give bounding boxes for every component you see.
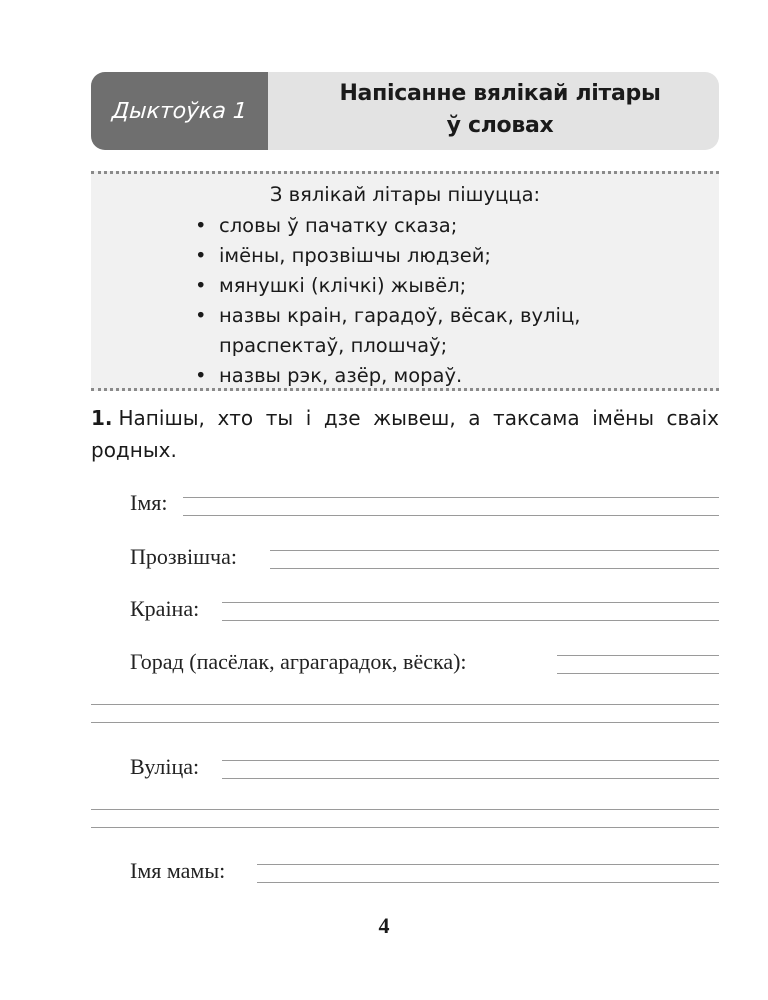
street-line-lower[interactable] (222, 778, 719, 779)
rule-heading: З вялікай літары пішуцца: (269, 183, 541, 206)
rule-box (91, 171, 719, 391)
rule-item (195, 301, 639, 361)
mother-name-label: Імя мамы: (130, 858, 226, 883)
city-line-upper (557, 655, 719, 656)
rule-item: • назвы рэк, азёр, мораў. (195, 361, 639, 391)
street-extra-line-lower[interactable] (91, 827, 719, 828)
mother-line-upper (257, 864, 719, 865)
name-label: Імя: (130, 490, 168, 515)
rule-item-text: назвы краін, гарадоў, вёсак, вуліц, праспектаў, плошчаў; (219, 304, 581, 357)
country-line-upper (222, 602, 719, 603)
city-extra-line-lower[interactable] (91, 722, 719, 723)
badge-label: Дыктоўка 1 (111, 98, 248, 124)
city-line-lower[interactable] (557, 673, 719, 674)
street-line-upper (222, 760, 719, 761)
section-title (300, 78, 700, 142)
rule-item: • імёны, прозвішчы людзей; (195, 241, 639, 271)
rule-item: • мянушкі (клічкі) жывёл; (195, 271, 639, 301)
surname-line-lower[interactable] (270, 568, 719, 569)
surname-label: Прозвішча: (130, 544, 237, 569)
name-line-upper (183, 497, 719, 498)
city-label: Горад (пасёлак, аграгарадок, вёска): (130, 649, 467, 674)
name-line-lower[interactable] (183, 515, 719, 516)
rule-list (195, 211, 639, 391)
mother-line-lower[interactable] (257, 882, 719, 883)
surname-line-upper (270, 550, 719, 551)
page-number: 4 (378, 913, 390, 938)
title-line-1: Напісанне вялікай літары (339, 81, 661, 106)
rule-item: • словы ў пачатку сказа; (195, 211, 639, 241)
task-1 (91, 402, 719, 466)
task-number: 1. (91, 406, 113, 430)
city-extra-line-upper (91, 704, 719, 705)
street-extra-line-upper (91, 809, 719, 810)
title-line-2: ў словах (446, 113, 554, 138)
task-text: Напішы, хто ты і дзе жывеш, а таксама імёны сваіх родных. (91, 406, 719, 462)
street-label: Вуліца: (130, 754, 200, 779)
dictation-badge (91, 72, 268, 150)
country-label: Краіна: (130, 596, 200, 621)
country-line-lower[interactable] (222, 620, 719, 621)
